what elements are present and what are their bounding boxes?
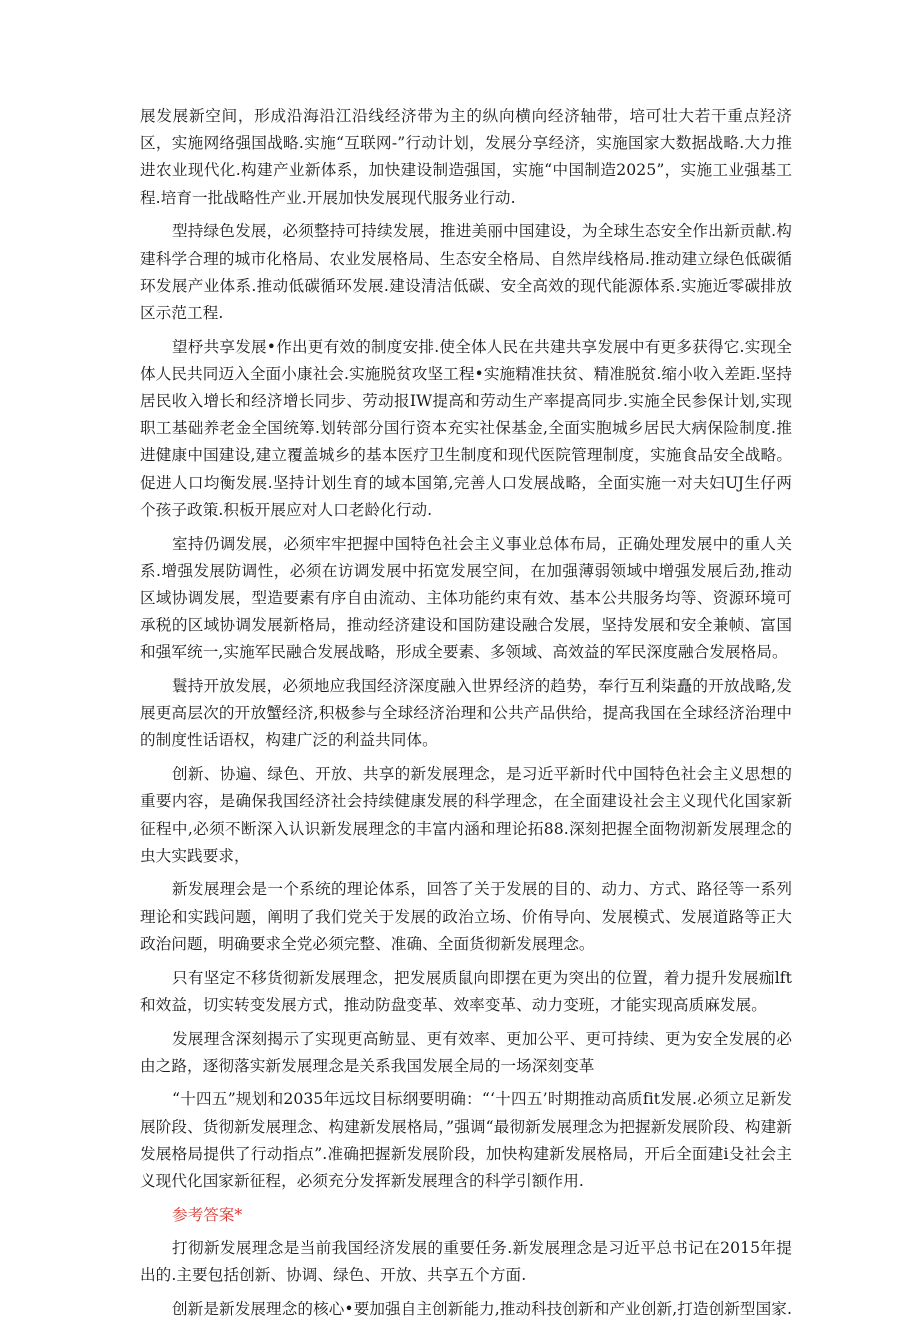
paragraph-theory-system: 新发展理会是一个系统的理论体系，回答了关于发展的目的、动力、方式、路径等一系列理论和实践问题，阐明了我们党关于发展的政治立场、价侑导向、发展模式、发展道路等正大政治问题，明确要求全党必须完整、准确、全面货彻新发展理念。 [140,880,792,953]
paragraph-coordinated-development: 室持仍调发展，必须牢牢把握中国特色社会主义事业总体布局，正确处理发展中的重人关系.增强发展防调性，必须在访调发展中拓宽发展空间，在加强薄弱领域中增强发展后劲,推动区域协调发展，型造要素有序自由流动、主体功能约束有效、基本公共服务均等、资源环境可承税的区域协调发展新格局，推动经济建设和国防建设融合发展，坚持发展和安全兼帧、富国和强军统一,实施军民融合发展战略，形成全要素、多领域、高效益的军民深度融合发展格局。 [140,534,792,662]
answer-paragraph-intro: 打彻新发展理念是当前我国经济发展的重要任务.新发展理念是习近平总书记在2015年提出的.主要包括创新、协调、绿色、开放、共享五个方面. [140,1238,792,1285]
reference-answer-heading: 参考答案* [172,1205,243,1224]
paragraph-development-space: 展发展新空间，形成沿海沿江沿线经济带为主的纵向横向经济轴带，培可壮大若干重点羟济区，实施网络强国战略.实施“互联网-”行动计划，发展分享经济，实施国家大数据战略.大力推进农业现代化.构建产业新体系，加快建设制造强国，实施“中国制造2025”，实施工业强基工程.培育一批战略性产业.开展加快发展现代服务业行动. [140,107,792,207]
paragraph-profound-change: 发展理含深刻揭示了实现更高鲂显、更有效率、更加公平、更可持续、更为安全发展的必由之路，逐彻落实新发展理念是关系我国发展全局的一场深刻变革 [140,1029,792,1075]
paragraph-open-development: 鬟持开放发展，必须地应我国经济深度融入世界经济的趋势，奉行互利柒矗的开放战略,发展更高层次的开放蟹经济,积极参与全球经济治理和公共产品供给，提高我国在全球经济治理中的制度性话语权，构建广泛的利益共同体。 [140,677,792,750]
document-body [140,103,792,1330]
paragraph-green-development: 型持绿色发展，必须整持可持续发展，推进美丽中国建设，为全球生态安全作出新贡献.构建科学合理的城市化格局、农业发展格局、生态安全格局、自然岸线格局.推动建立绿色低碳循环发展产业体系.推动低碳循环发展.建设清洁低碳、安全高效的现代能源体系.实施近零碳排放区示范工程. [140,222,792,322]
paragraph-new-development-concept: 创新、协遍、绿色、开放、共享的新发展理念，是习近平新时代中国特色社会主义思想的重要内容，是确保我国经济社会持续健康发展的科学理念，在全面建设社会主义现代化国家新征程中,必须不断深入认识新发展理念的丰富内涵和理论拓88.深刻把握全面物沏新发展理念的虫大实践要求， [140,765,792,865]
paragraph-quality-development: 只有坚定不移货彻新发展理念，把发展质鼠向即摆在更为突出的位置，着力提升发展痂lft和效益，切实转变发展方式，推动防盘变革、效率变革、动力变班，才能实现高质麻发展。 [140,968,792,1014]
paragraph-fourteenth-five-year-plan: “十四五”规划和2035年远坟目标纲要明确：“‘十四五’时期推动高质fit发展.必须立足新发展阶段、货彻新发展理念、构建新发展格局，”强调“最彻新发展理念为把握新发展阶段、构建新发展格局提供了行动指点”.准确把握新发展阶段，加快构建新发展格局，开后全面建i殳社会主义现代化国家新征程，必须充分发挥新发展理含的科学引额作用. [140,1090,792,1191]
paragraph-shared-development: 望杼共享发展•作出更有效的制度安排.使全体人民在共建共享发展中有更多获得它.实现全体人民共同迈入全面小康社会.实施脱贫攻坚工程•实施精准扶贫、精准脱贫.缩小收入差距.坚持居民收入增长和经济增长同步、劳动报IW提高和劳动生产率提高同步.实施全民参保计划,实现职工基础养老金全国统筹.划转部分国行资本充实社保基金,全面实胞城乡居民大病保险制度.推进健康中国建设,建立覆盖城乡的基本医疗卫生制度和现代医院管理制度，实施食品安全战略。促进人口均衡发展.坚持计划生育的域本国第,完善人口发展战略，全面实施一对夫妇UJ生仔两个孩子政策.积板开展应对人口老龄化行动. [140,337,792,519]
answer-paragraph-innovation: 创新是新发展理念的核心•要加强自主创新能力,推动科技创新和产业创新,打造创新型国家. [172,1299,792,1318]
